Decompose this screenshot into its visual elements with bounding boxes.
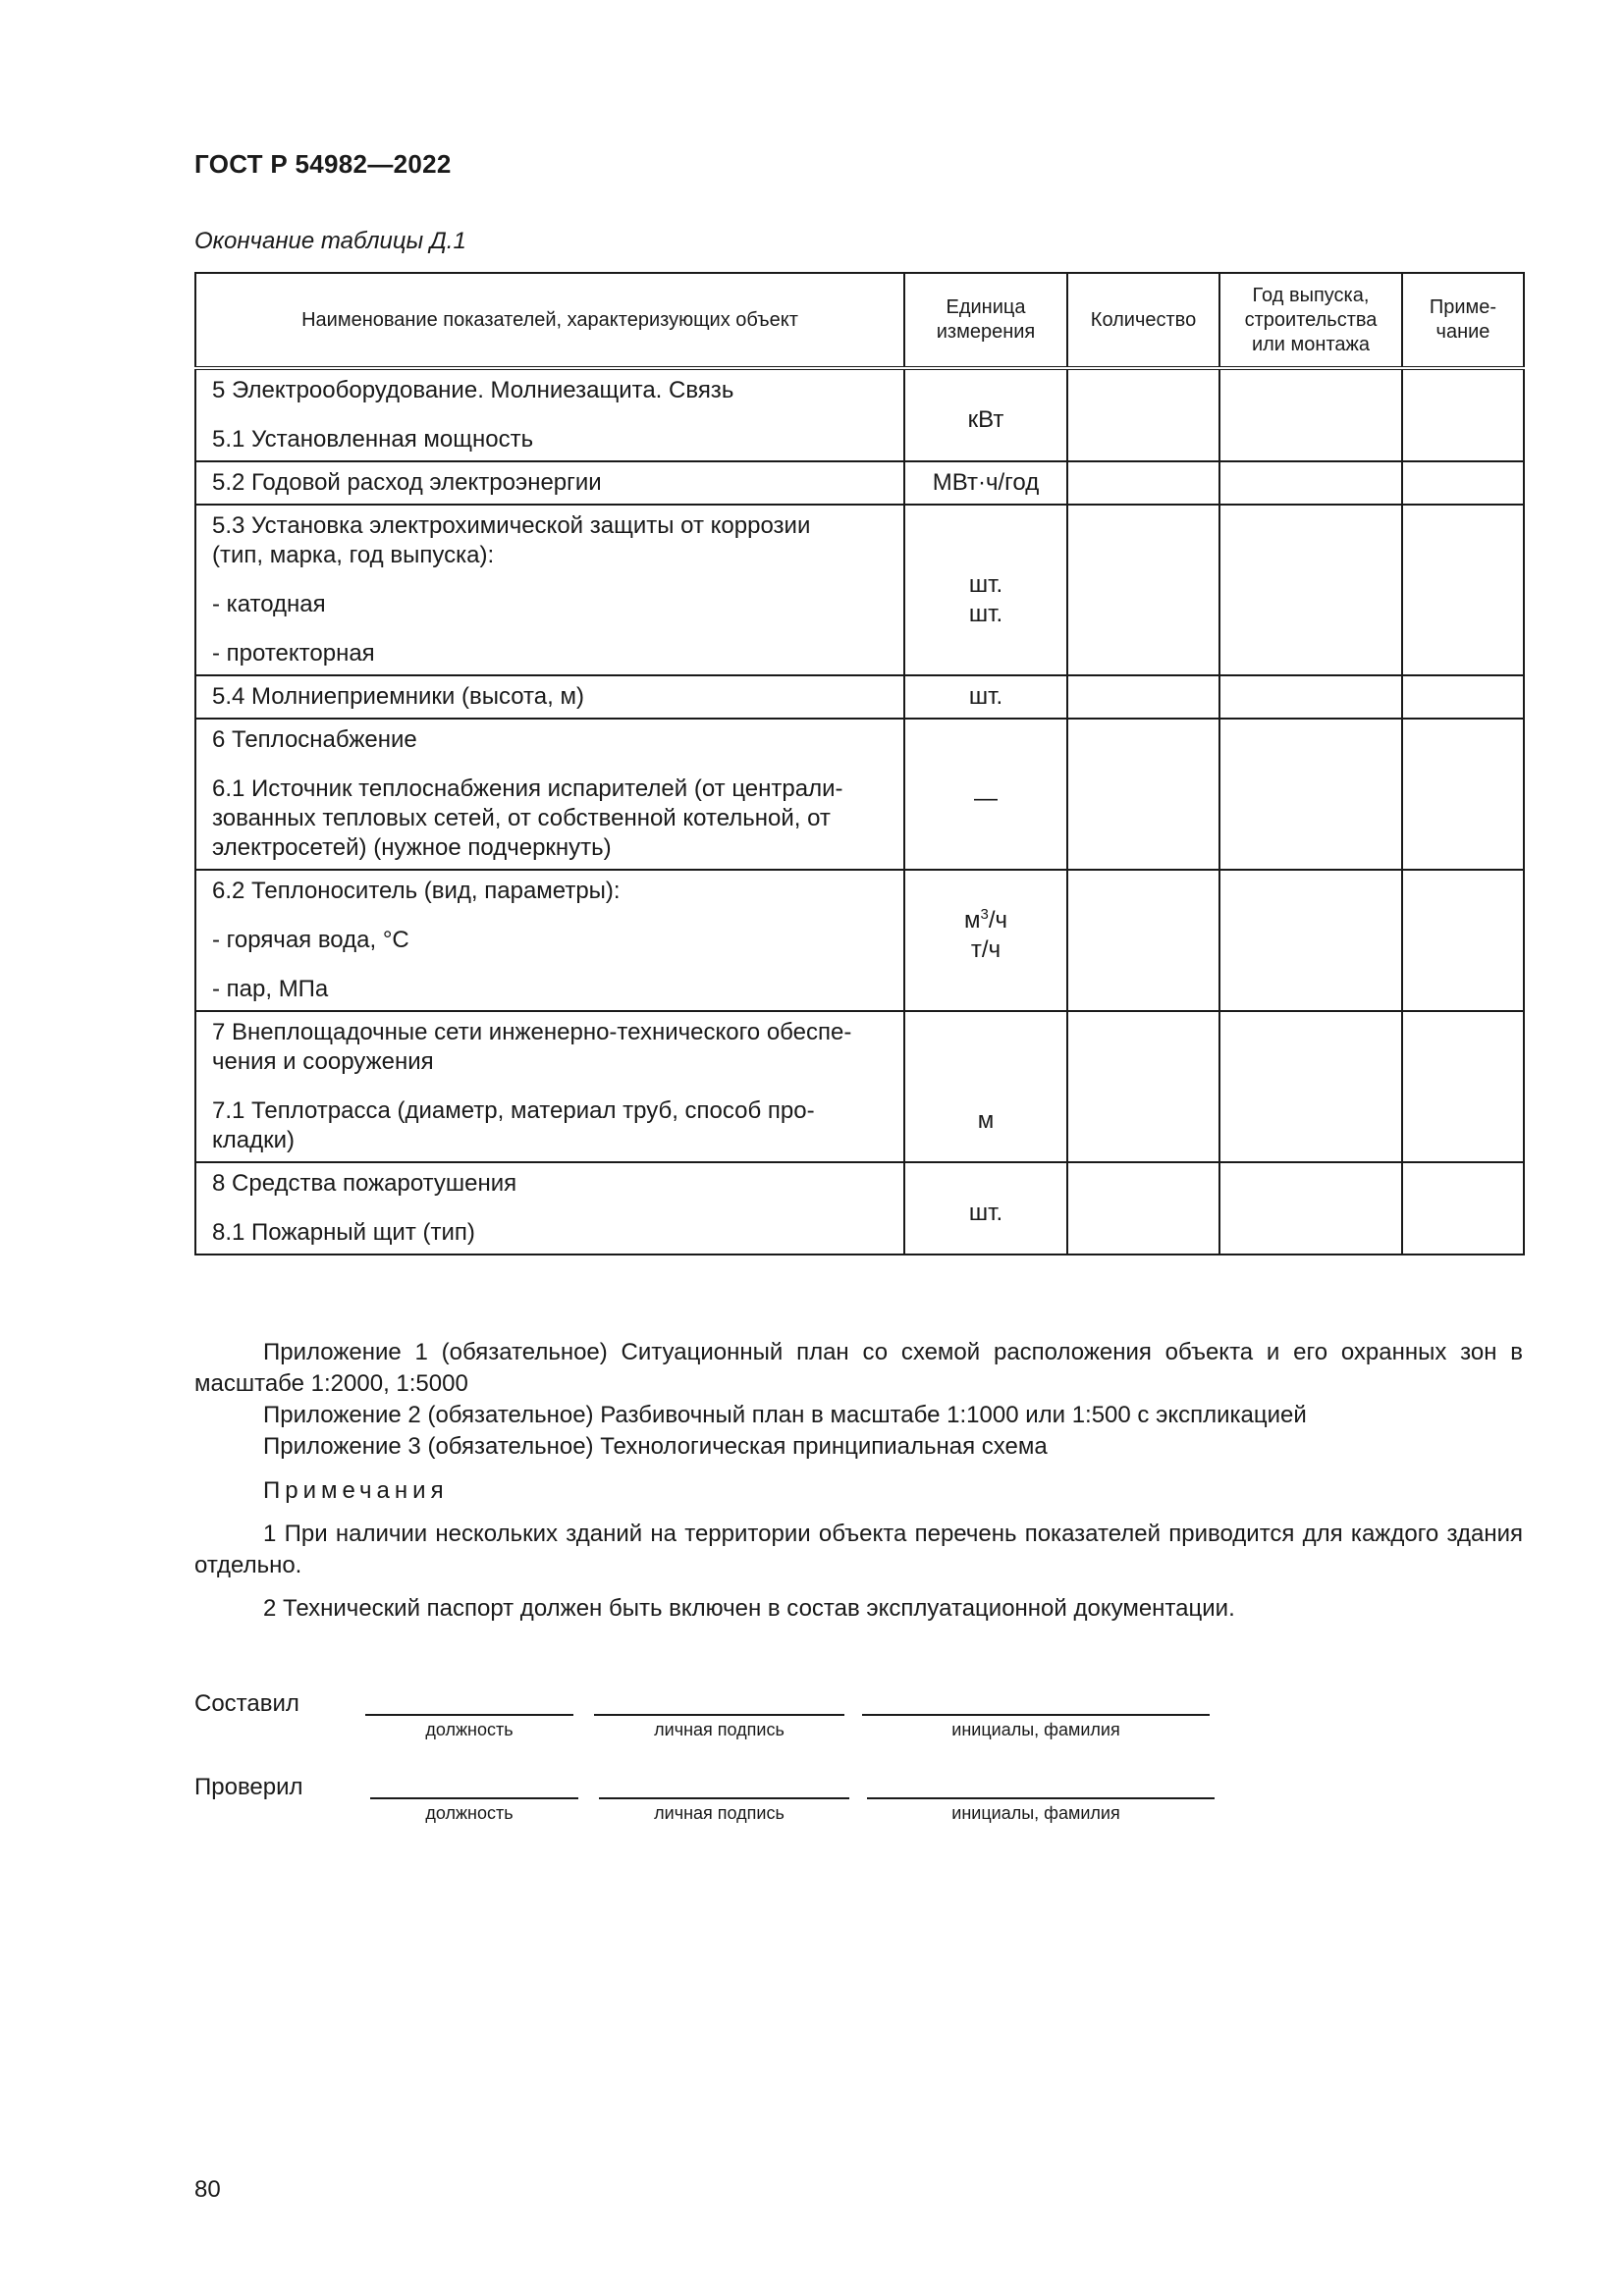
row-note-cell xyxy=(1402,461,1524,505)
row-name-cell: 7 Внеплощадочные сети инженерно-технического обеспе- чения и сооружения 7.1 Теплотрасса (диаметр, материал труб, способ про- кладки) xyxy=(195,1011,904,1162)
row-name-cell: 5.3 Установка электрохимической защиты от коррозии (тип, марка, год выпуска): - катодная - протекторная xyxy=(195,505,904,675)
table-row xyxy=(195,1011,1524,1162)
row-note-cell xyxy=(1402,505,1524,675)
unit-value: шт. xyxy=(968,1200,1003,1226)
row-quantity-cell xyxy=(1067,1162,1219,1255)
compiled-name-line xyxy=(862,1714,1210,1716)
table-caption: Окончание таблицы Д.1 xyxy=(194,228,466,254)
table-row xyxy=(195,461,1524,505)
row-year-cell xyxy=(1219,1011,1402,1162)
indicators-table xyxy=(194,272,1525,1255)
unit-value: $м^3/ч$ xyxy=(963,906,1007,934)
checked-signature-line xyxy=(599,1797,849,1799)
row-unit-cell xyxy=(904,719,1067,870)
table-row xyxy=(195,368,1524,461)
header-year: Год выпуска, строительства или монтажа xyxy=(1219,273,1402,368)
compiled-signature-line xyxy=(594,1714,844,1716)
row-quantity-cell xyxy=(1067,719,1219,870)
unit-value: шт. xyxy=(968,601,1003,627)
appendices-block xyxy=(194,1337,1523,1463)
row-note-cell xyxy=(1402,675,1524,719)
row-year-cell xyxy=(1219,368,1402,461)
notes-title: Примечания xyxy=(263,1477,449,1504)
document-header: ГОСТ Р 54982—2022 xyxy=(194,149,452,179)
compiled-name-caption: инициалы, фамилия xyxy=(951,1720,1120,1739)
row-year-cell xyxy=(1219,719,1402,870)
unit-value: кВт xyxy=(967,406,1004,433)
table-row xyxy=(195,870,1524,1011)
row-quantity-cell xyxy=(1067,675,1219,719)
row-unit-cell xyxy=(904,505,1067,675)
row-year-cell xyxy=(1219,675,1402,719)
checked-position-caption: должность xyxy=(425,1803,514,1823)
row-name-cell: 6 Теплоснабжение 6.1 Источник теплоснабжения испарителей (от централи- зованных тепловых сетей, от собственной котельной, от электросетей) (нужное подчеркнуть) xyxy=(195,719,904,870)
row-year-cell xyxy=(1219,870,1402,1011)
row-year-cell xyxy=(1219,1162,1402,1255)
row-note-cell xyxy=(1402,870,1524,1011)
row-year-cell xyxy=(1219,461,1402,505)
row-name-cell: 5.4 Молниеприемники (высота, м) xyxy=(195,675,904,719)
notes-block xyxy=(194,1475,1523,1625)
row-quantity-cell xyxy=(1067,461,1219,505)
row-unit-cell xyxy=(904,461,1067,505)
row-quantity-cell xyxy=(1067,870,1219,1011)
compiled-position-caption: должность xyxy=(425,1720,514,1739)
checked-position-line xyxy=(370,1797,578,1799)
row-unit-cell xyxy=(904,368,1067,461)
compiled-signature-caption: личная подпись xyxy=(654,1720,785,1739)
checked-signature-caption: личная подпись xyxy=(654,1803,785,1823)
compiled-label: Составил xyxy=(194,1690,299,1717)
table-row xyxy=(195,719,1524,870)
row-unit-cell xyxy=(904,675,1067,719)
appendix-2: Приложение 2 (обязательное) Разбивочный план в масштабе 1:1000 или 1:500 с экспликацией xyxy=(263,1402,1307,1428)
checked-name-caption: инициалы, фамилия xyxy=(951,1803,1120,1823)
row-quantity-cell xyxy=(1067,368,1219,461)
row-note-cell xyxy=(1402,1011,1524,1162)
table-row xyxy=(195,675,1524,719)
unit-value: — xyxy=(974,785,998,812)
row-year-cell xyxy=(1219,505,1402,675)
table-row xyxy=(195,505,1524,675)
row-unit-cell xyxy=(904,870,1067,1011)
unit-value: т/ч xyxy=(970,936,1001,963)
row-quantity-cell xyxy=(1067,505,1219,675)
table-row xyxy=(195,1162,1524,1255)
note-2: 2 Технический паспорт должен быть включен в состав эксплуатационной документации. xyxy=(263,1595,1235,1622)
appendix-3: Приложение 3 (обязательное) Технологическая принципиальная схема xyxy=(263,1433,1048,1460)
row-name-cell: 6.2 Теплоноситель (вид, параметры): - горячая вода, °С - пар, МПа xyxy=(195,870,904,1011)
unit-value: шт. xyxy=(968,683,1003,710)
checked-label: Проверил xyxy=(194,1774,303,1800)
header-name: Наименование показателей, характеризующих объект xyxy=(195,273,904,368)
note-1: 1 При наличии нескольких зданий на территории объекта перечень показателей приводится для каждого здания отдельно. xyxy=(194,1521,1523,1578)
unit-value: МВт·ч/год xyxy=(932,469,1040,496)
appendix-1: Приложение 1 (обязательное) Ситуационный план со схемой расположения объекта и его охранных зон в масштабе 1:2000, 1:5000 xyxy=(194,1339,1523,1397)
checked-name-line xyxy=(867,1797,1215,1799)
row-name-cell: 8 Средства пожаротушения 8.1 Пожарный щит (тип) xyxy=(195,1162,904,1255)
page-number: 80 xyxy=(194,2176,221,2203)
table-header-row xyxy=(195,273,1524,368)
row-note-cell xyxy=(1402,719,1524,870)
header-note: Приме- чание xyxy=(1402,273,1524,368)
unit-value: м xyxy=(977,1107,995,1134)
row-unit-cell xyxy=(904,1162,1067,1255)
header-quantity: Количество xyxy=(1067,273,1219,368)
row-note-cell xyxy=(1402,1162,1524,1255)
row-unit-cell xyxy=(904,1011,1067,1162)
row-name-cell: 5 Электрооборудование. Молниезащита. Связь 5.1 Установленная мощность xyxy=(195,368,904,461)
row-note-cell xyxy=(1402,368,1524,461)
header-unit: Единица измерения xyxy=(904,273,1067,368)
compiled-position-line xyxy=(365,1714,573,1716)
row-quantity-cell xyxy=(1067,1011,1219,1162)
row-name-cell: 5.2 Годовой расход электроэнергии xyxy=(195,461,904,505)
unit-value: шт. xyxy=(968,571,1003,598)
